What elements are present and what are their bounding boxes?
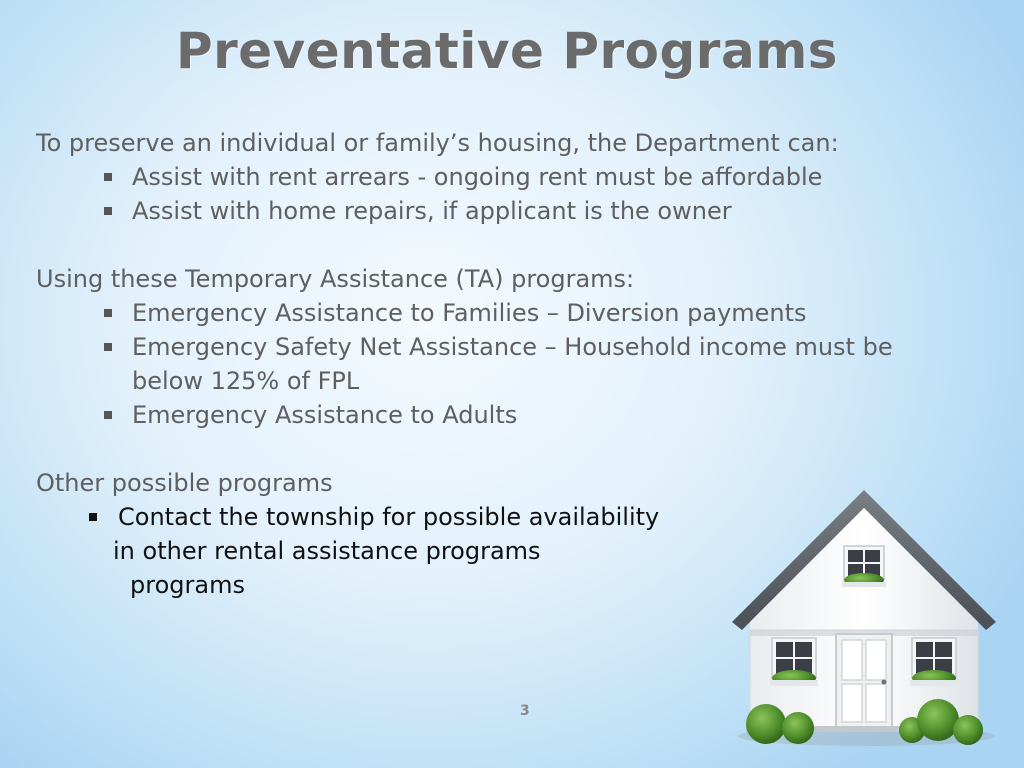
bullet-continuation: in other rental assistance programs xyxy=(113,537,541,565)
section-intro: Using these Temporary Assistance (TA) programs: xyxy=(36,265,635,293)
bullet-item xyxy=(36,194,976,228)
bullet-continuation: below 125% of FPL xyxy=(132,367,360,395)
bullet-item xyxy=(36,398,976,432)
section-intro: To preserve an individual or family’s housing, the Department can: xyxy=(36,129,839,157)
bullet-item xyxy=(36,330,976,364)
bullet-item xyxy=(36,296,976,330)
house-illustration xyxy=(728,488,1000,750)
square-bullet-icon xyxy=(104,207,112,215)
slide-title: Preventative Programs xyxy=(175,22,839,80)
left-window xyxy=(770,638,818,686)
bullet-text: Emergency Safety Net Assistance – Household income must be xyxy=(132,333,893,361)
square-bullet-icon xyxy=(104,343,112,351)
front-door xyxy=(830,634,898,732)
bullet-item xyxy=(36,160,976,194)
bullet-text: Emergency Assistance to Adults xyxy=(132,401,518,429)
square-bullet-icon xyxy=(104,173,112,181)
right-window xyxy=(910,638,958,686)
attic-window xyxy=(842,546,886,587)
bullet-text: Contact the township for possible availability xyxy=(118,503,660,531)
square-bullet-icon xyxy=(104,309,112,317)
section-intro: Other possible programs xyxy=(36,469,333,497)
bullet-text: Assist with rent arrears - ongoing rent must be affordable xyxy=(132,163,823,191)
bullet-text: Assist with home repairs, if applicant is the owner xyxy=(132,197,732,225)
bullet-text: Emergency Assistance to Families – Diversion payments xyxy=(132,299,807,327)
square-bullet-icon xyxy=(89,513,97,521)
bullet-continuation: programs xyxy=(130,571,245,599)
square-bullet-icon xyxy=(104,411,112,419)
page-number: 3 xyxy=(520,703,530,719)
